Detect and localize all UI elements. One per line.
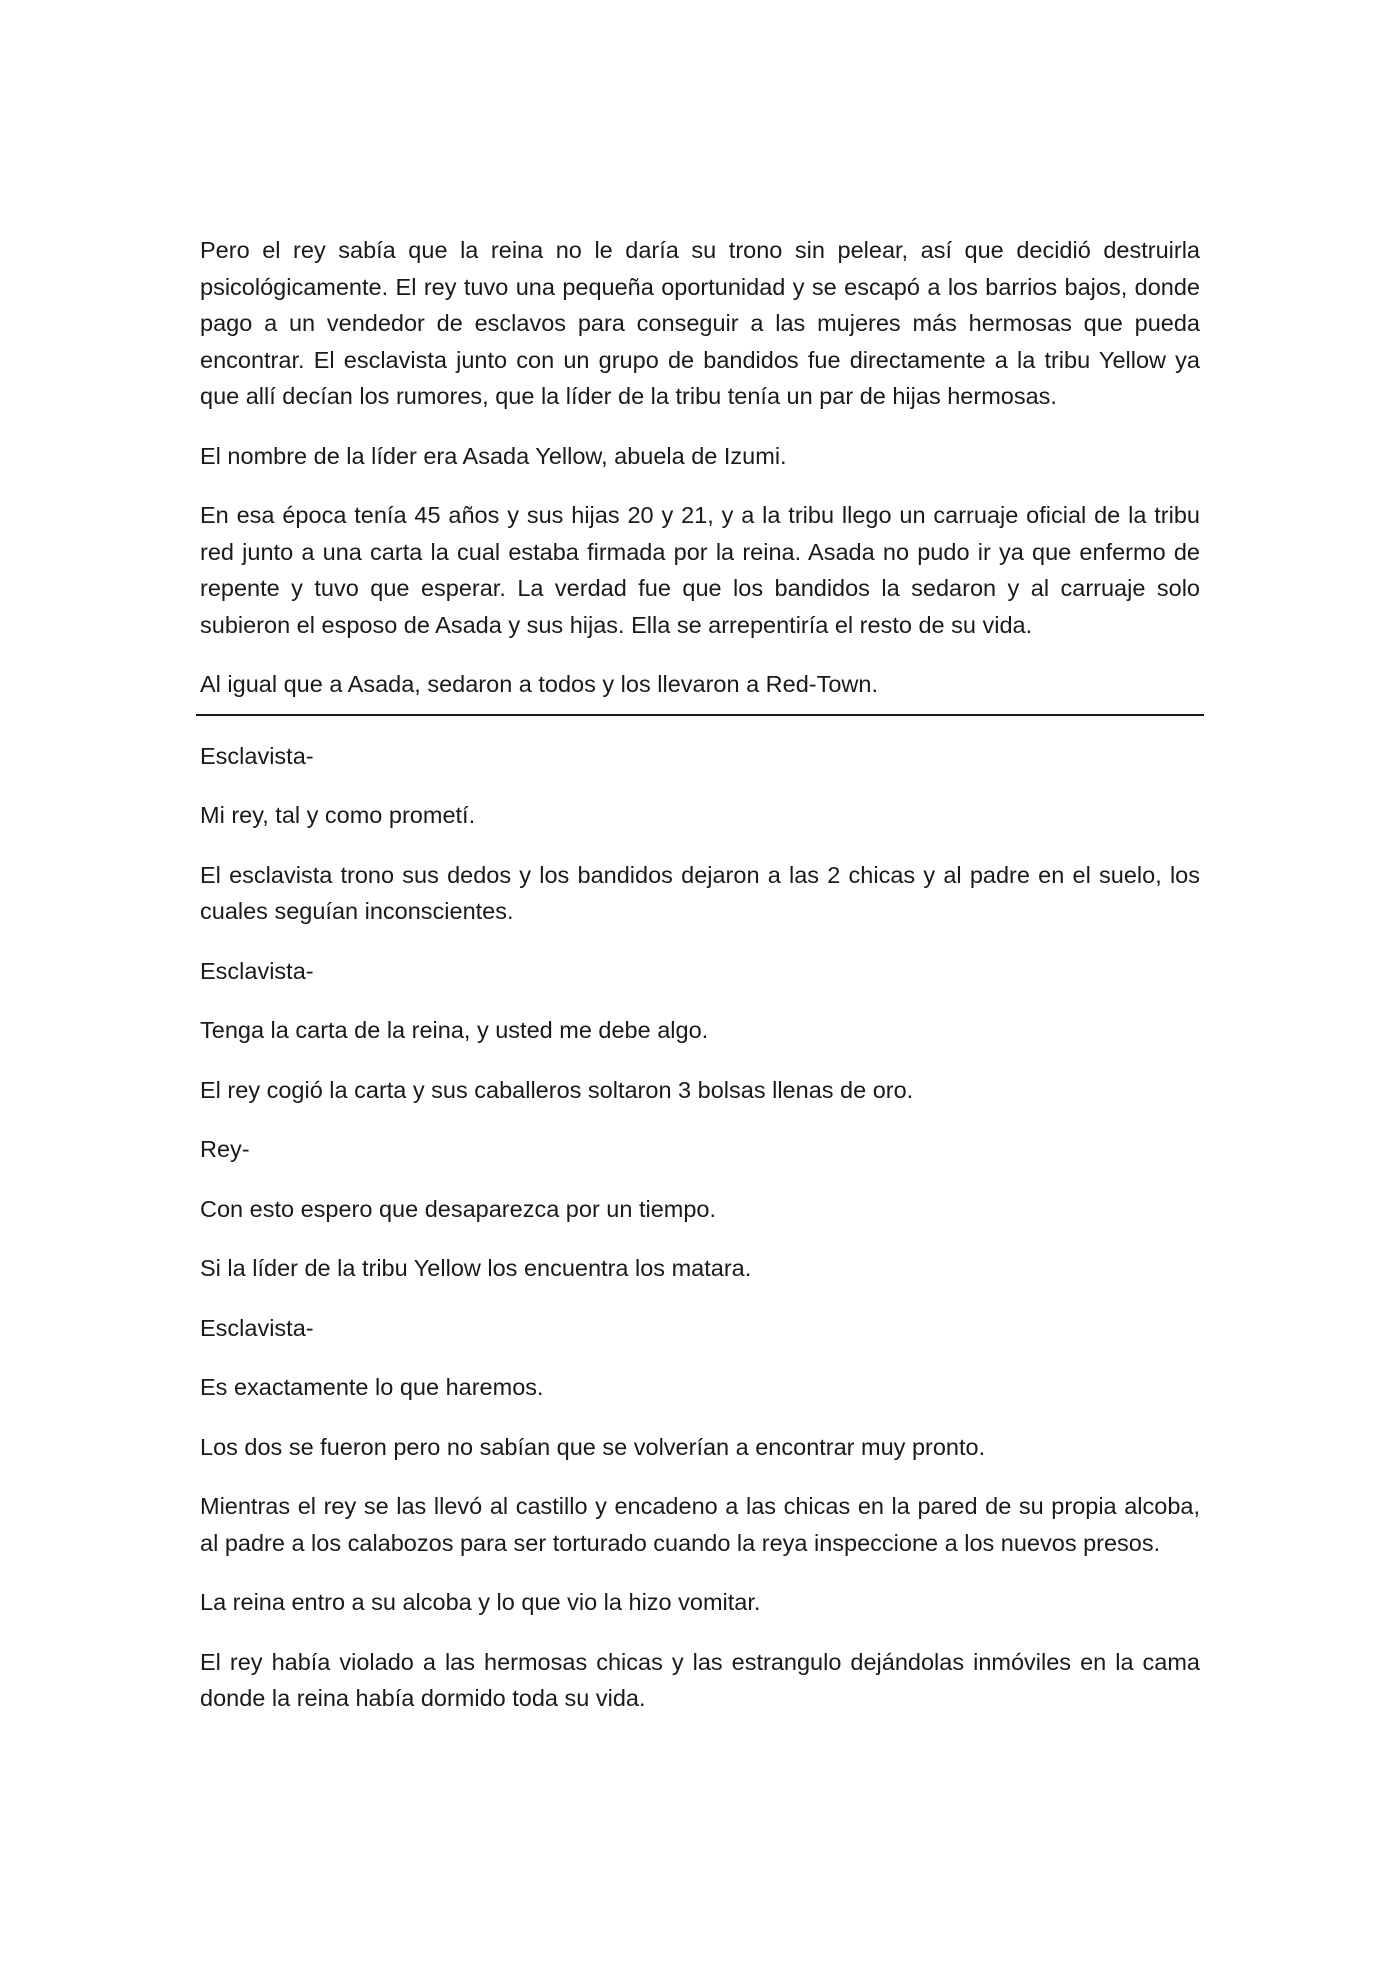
paragraph: El nombre de la líder era Asada Yellow, abuela de Izumi. — [200, 442, 787, 469]
dialogue-line: Con esto espero que desaparezca por un tiempo. — [200, 1195, 717, 1222]
dialogue-line: Mi rey, tal y como prometí. — [200, 802, 476, 828]
paragraph: Mientras el rey se las llevó al castillo y encadeno a las chicas en la pared de su propia alcoba, al padre a los calabozos para ser torturado cuando la reya inspeccione a los nuevos presos. — [200, 1493, 1200, 1556]
paragraph: Los dos se fueron pero no sabían que se volverían a encontrar muy pronto. — [200, 1433, 986, 1460]
dialogue-line: Tenga la carta de la reina, y usted me debe algo. — [200, 1017, 709, 1043]
dialogue-line: Es exactamente lo que haremos. — [200, 1374, 544, 1400]
paragraph: El rey había violado a las hermosas chicas y las estrangulo dejándolas inmóviles en la cama donde la reina había dormido toda su vida. — [200, 1648, 1200, 1711]
paragraph: El esclavista trono sus dedos y los bandidos dejaron a las 2 chicas y al padre en el suelo, los cuales seguían inconscientes. — [200, 861, 1200, 924]
speaker-label: Esclavista- — [200, 742, 314, 769]
paragraph: Pero el rey sabía que la reina no le daría su trono sin pelear, así que decidió destruirla psicológicamente. El rey tuvo una pequeña oportunidad y se escapó a los barrios bajos, donde pago a un vendedor de esclavos para conseguir a las mujeres más hermosas que pueda encontrar. El esclavista junto con un grupo de bandidos fue directamente a la tribu Yellow ya que allí decían los rumores, que la líder de la tribu tenía un par de hijas hermosas. — [200, 237, 1200, 409]
paragraph: El rey cogió la carta y sus caballeros soltaron 3 bolsas llenas de oro. — [200, 1076, 914, 1103]
dialogue-line: Si la líder de la tribu Yellow los encuentra los matara. — [200, 1255, 752, 1281]
paragraph: En esa época tenía 45 años y sus hijas 20 y 21, y a la tribu llego un carruaje oficial de la tribu red junto a una carta la cual estaba firmada por la reina. Asada no pudo ir ya que enfermo de repente y tuvo que esperar. La verdad fue que los bandidos la sedaron y al carruaje solo subieron el esposo de Asada y sus hijas. Ella se arrepentiría el resto de su vida. — [200, 502, 1200, 638]
paragraph: La reina entro a su alcoba y lo que vio la hizo vomitar. — [200, 1589, 761, 1615]
horizontal-rule — [196, 714, 1204, 716]
document-body — [200, 232, 1200, 1740]
speaker-label: Rey- — [200, 1136, 250, 1162]
speaker-label: Esclavista- — [200, 957, 314, 984]
speaker-label: Esclavista- — [200, 1314, 314, 1341]
paragraph: Al igual que a Asada, sedaron a todos y los llevaron a Red-Town. — [200, 671, 879, 697]
